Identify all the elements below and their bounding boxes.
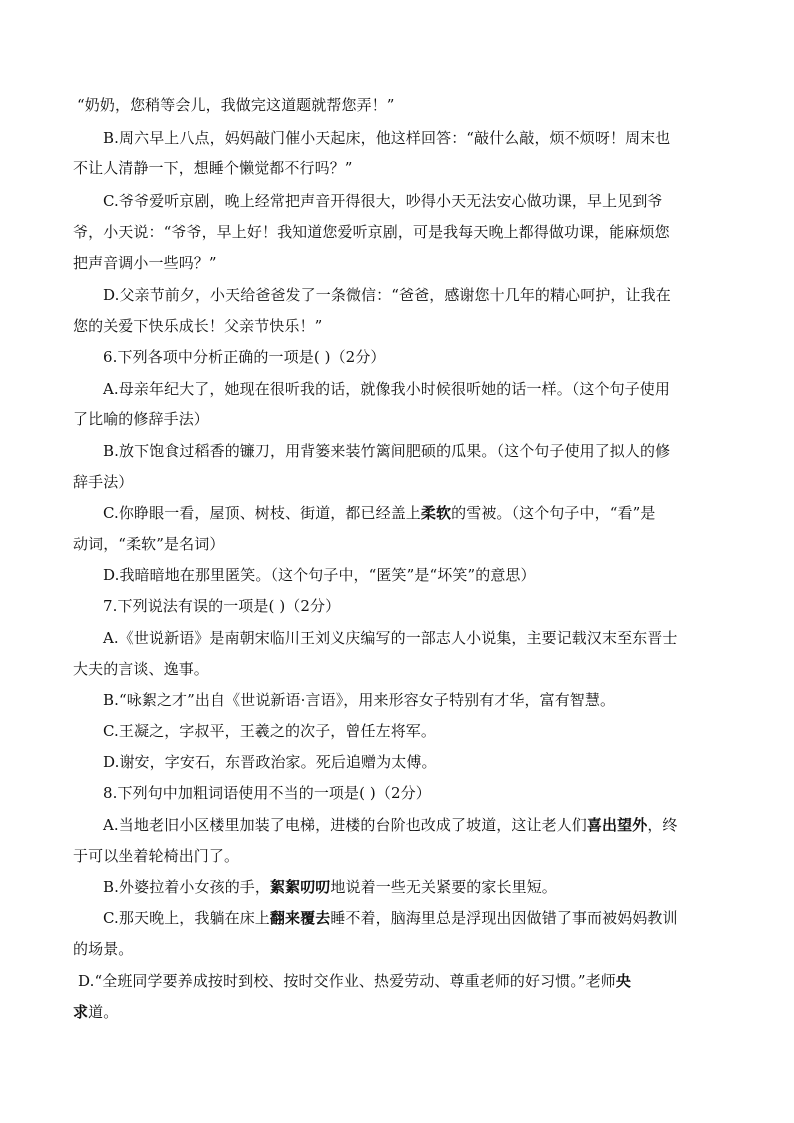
bold-term: 翻来覆去 [269,909,331,927]
text-line: 爷，小天说：“爷爷，早上好！我知道您爱听京剧，可是我每天晚上都得做功课，能麻烦您 [73,223,670,241]
question-7-option-d: D.谢安，字安石，东晋政治家。死后追赠为太傅。 [103,753,437,771]
question-8-stem: 8.下列句中加粗词语使用不当的一项是( )（2分） [103,784,431,802]
question-8-option-a: A.当地老旧小区楼里加装了电梯，进楼的台阶也改成了坡道，这让老人们喜出望外，终 [103,816,678,834]
text-line: 了比喻的修辞手法） [73,410,209,428]
bold-term: 央 [615,972,632,990]
question-7-stem: 7.下列说法有误的一项是( )（2分） [103,597,341,615]
question-7-option-c: C.王凝之，字叔平，王羲之的次子，曾任左将军。 [103,722,437,740]
text-line: C.爷爷爱听京剧，晚上经常把声音开得很大，吵得小天无法安心做功课，早上见到爷 [103,192,663,210]
text-line: 动词，“柔软”是名词） [73,535,225,553]
text-line: 大夫的言谈、逸事。 [73,660,209,678]
question-6-stem: 6.下列各项中分析正确的一项是( )（2分） [103,348,386,366]
text-line: 不让人清静一下，想睡个懒觉都不行吗？” [73,159,353,177]
bold-term: 喜出望外 [586,816,648,834]
text-line: 的场景。 [73,940,134,958]
question-6-option-a: A.母亲年纪大了，她现在很听我的话，就像我小时候很听她的话一样。（这个句子使用 [103,380,671,398]
bold-term: 柔软 [420,504,452,522]
question-6-option-c: C.你睁眼一看，屋顶、树枝、街道，都已经盖上柔软的雪被。（这个句子中，“看”是 [103,504,656,522]
text-line: 把声音调小一些吗？” [73,254,217,272]
question-7-option-a: A.《世说新语》是南朝宋临川王刘义庆编写的一部志人小说集，主要记载汉末至东晋士 [103,629,678,647]
text-line: B.周六早上八点，妈妈敲门催小天起床，他这样回答：“敲什么敲，烦不烦呀！周末也 [103,129,671,147]
bold-term: 求 [73,1003,89,1021]
question-6-option-b: B.放下饱食过稻香的镰刀，用背篓来装竹篱间肥硕的瓜果。（这个句子使用了拟人的修 [103,442,671,460]
text-line: 于可以坐着轮椅出门了。 [73,847,240,865]
text-line: 您的关爱下快乐成长！父亲节快乐！” [73,317,323,335]
text-line: D.父亲节前夕，小天给爸爸发了一条微信：“爸爸，感谢您十几年的精心呵护，让我在 [103,286,671,304]
question-8-option-c: C.那天晚上，我躺在床上翻来覆去睡不着，脑海里总是浮现出因做错了事而被妈妈教训 [103,909,678,927]
question-7-option-b: B.“咏絮之才”出自《世说新语·言语》，用来形容女子特别有才华，富有智慧。 [103,691,616,709]
text-line: 求道。 [73,1003,119,1021]
bold-term: 絮絮叨叨 [270,878,331,896]
question-8-option-b: B.外婆拉着小女孩的手，絮絮叨叨地说着一些无关紧要的家长里短。 [103,878,557,896]
text-line: “奶奶，您稍等会儿，我做完这道题就帮您弄！” [77,96,395,114]
question-6-option-d: D.我暗暗地在那里匿笑。（这个句子中，“匿笑”是“坏笑”的意思） [103,566,536,584]
question-8-option-d: D.“全班同学要养成按时到校、按时交作业、热爱劳动、尊重老师的好习惯。”老师央 [78,972,632,990]
text-line: 辞手法） [73,473,134,491]
